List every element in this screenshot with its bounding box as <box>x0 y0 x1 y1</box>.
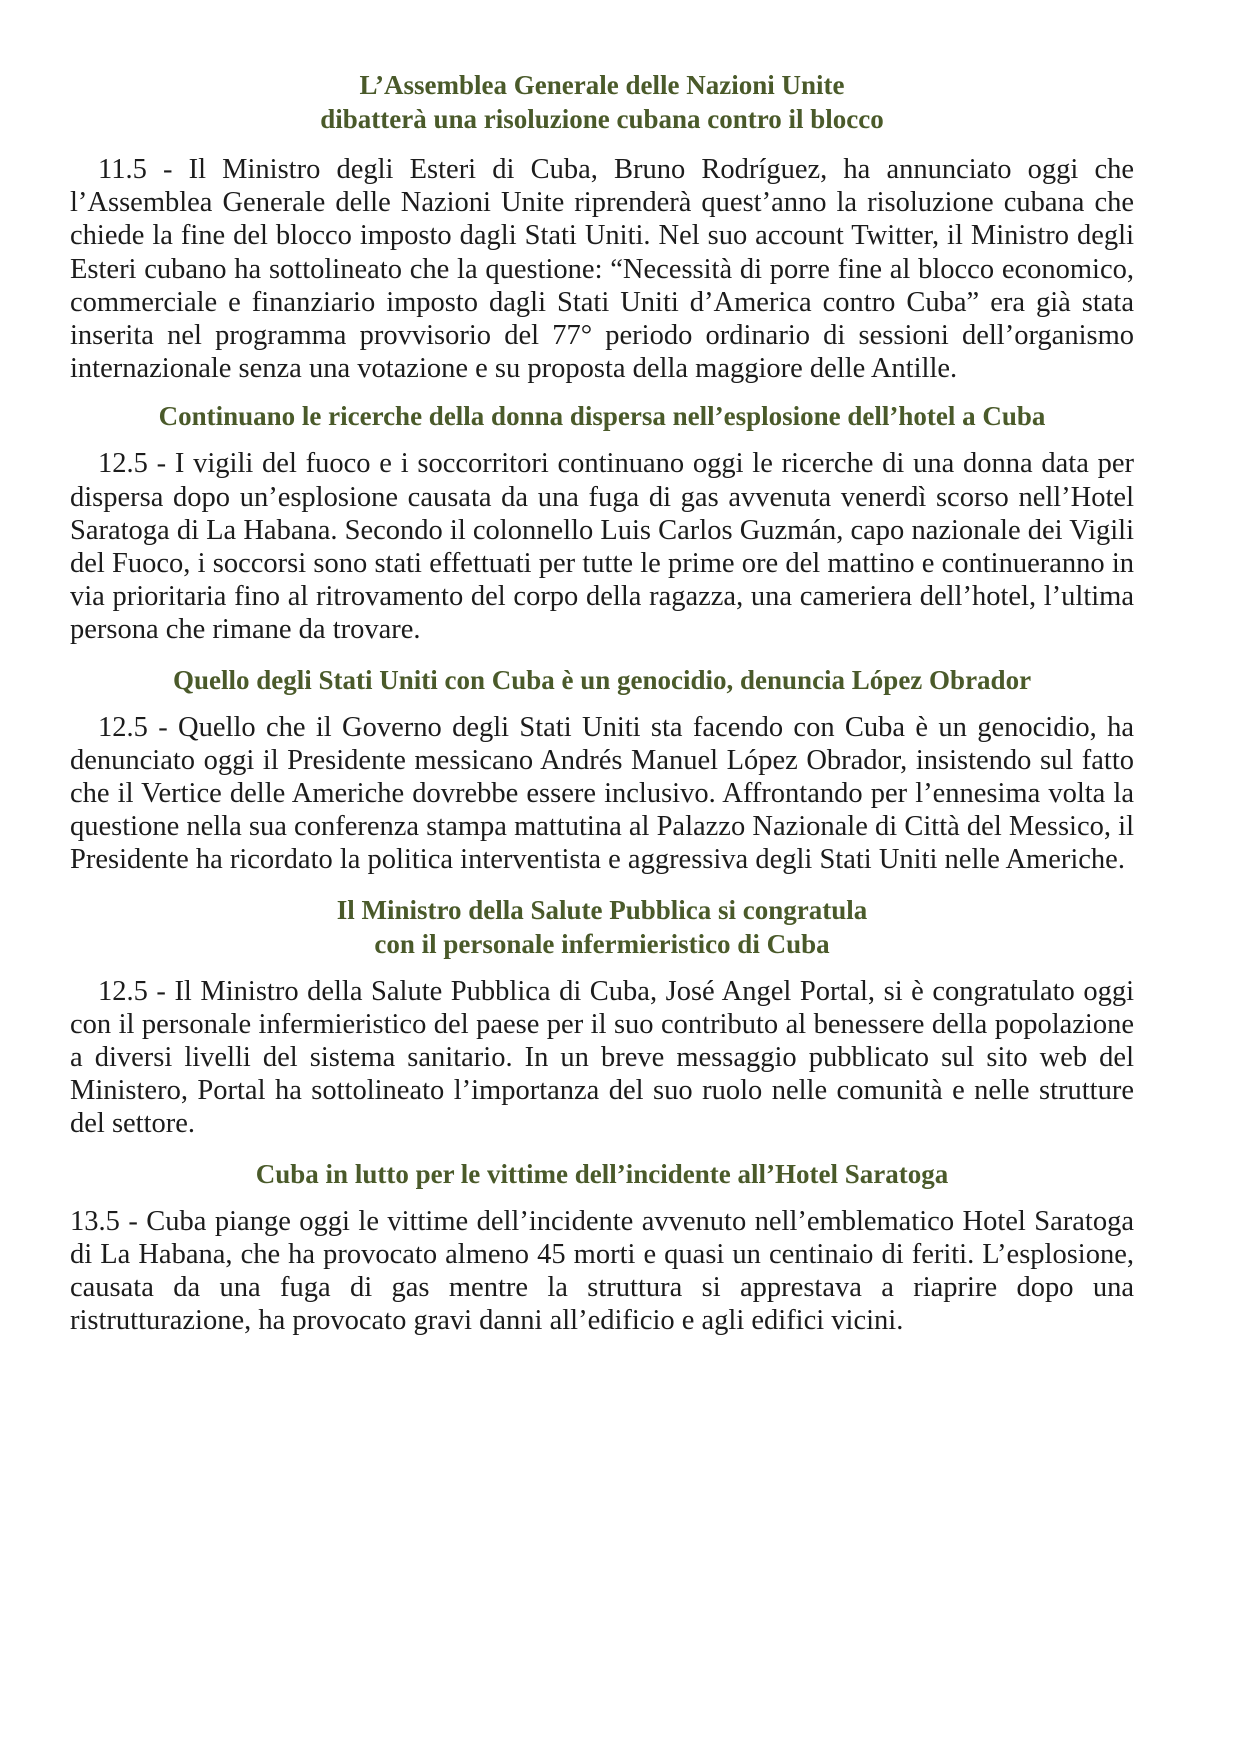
headline-line: dibatterà una risoluzione cubana contro il blocco <box>320 104 884 134</box>
article-body: 11.5 - Il Ministro degli Esteri di Cuba, Bruno Rodríguez, ha annunciato oggi che l’Assemblea Generale delle Nazioni Unite riprenderà quest’anno la risoluzione cubana che chiede la fine del blocco imposto dagli Stati Uniti. Nel suo account Twitter, il Ministro degli Esteri cubano ha sottolineato che la questione: “Necessità di porre fine al blocco economico, commerciale e finanziario imposto dagli Stati Uniti d’America contro Cuba” era già stata inserita nel programma provvisorio del 77° periodo ordinario di sessioni dell’organismo internazionale senza una votazione e su proposta della maggiore delle Antille. <box>70 154 1134 385</box>
headline-line: L’Assemblea Generale delle Nazioni Unite <box>359 70 845 100</box>
article-headline <box>70 68 1134 136</box>
article-headline <box>70 1157 1134 1191</box>
article-body: 12.5 - Il Ministro della Salute Pubblica di Cuba, José Angel Portal, si è congratulato oggi con il personale infermieristico del paese per il suo contributo al benessere della popolazione a diversi livelli del sistema sanitario. In un breve messaggio pubblicato sul sito web del Ministero, Portal ha sottolineato l’importanza del suo ruolo nelle comunità e nelle strutture del settore. <box>70 975 1134 1140</box>
article-headline <box>70 663 1134 697</box>
headline-line: Cuba in lutto per le vittime dell’incidente all’Hotel Saratoga <box>255 1158 949 1189</box>
news-article <box>70 68 1134 385</box>
news-article <box>70 1157 1134 1338</box>
headline-line: con il personale infermieristico di Cuba <box>374 928 830 959</box>
article-body: 12.5 - Quello che il Governo degli Stati Uniti sta facendo con Cuba è un genocidio, ha denunciato oggi il Presidente messicano Andrés Manuel López Obrador, insistendo sul fatto che il Vertice delle Americhe dovrebbe essere inclusivo. Affrontando per l’ennesima volta la questione nella sua conferenza stampa mattutina al Palazzo Nazionale di Città del Messico, il Presidente ha ricordato la politica interventista e aggressiva degli Stati Uniti nelle Americhe. <box>70 711 1134 876</box>
news-article <box>70 893 1134 1141</box>
news-article <box>70 399 1134 646</box>
headline-line: Quello degli Stati Uniti con Cuba è un genocidio, denuncia López Obrador <box>172 664 1032 695</box>
news-article <box>70 663 1134 877</box>
headline-line: Il Ministro della Salute Pubblica si congratula <box>336 894 868 925</box>
article-body: 13.5 - Cuba piange oggi le vittime dell’incidente avvenuto nell’emblematico Hotel Saratoga di La Habana, che ha provocato almeno 45 morti e quasi un centinaio di feriti. L’esplosione, causata da una fuga di gas mentre la struttura si apprestava a riaprire dopo una ristrutturazione, ha provocato gravi danni all’edificio e agli edifici vicini. <box>70 1205 1134 1337</box>
headline-line: Continuano le ricerche della donna dispersa nell’esplosione dell’hotel a Cuba <box>158 401 1046 432</box>
article-headline <box>70 399 1134 433</box>
article-headline <box>70 893 1134 961</box>
article-body: 12.5 - I vigili del fuoco e i soccorritori continuano oggi le ricerche di una donna data per dispersa dopo un’esplosione causata da una fuga di gas avvenuta venerdì scorso nell’Hotel Saratoga di La Habana. Secondo il colonnello Luis Carlos Guzmán, capo nazionale dei Vigili del Fuoco, i soccorsi sono stati effettuati per tutte le prime ore del mattino e continueranno in via prioritaria fino al ritrovamento del corpo della ragazza, una cameriera dell’hotel, l’ultima persona che rimane da trovare. <box>70 448 1134 646</box>
